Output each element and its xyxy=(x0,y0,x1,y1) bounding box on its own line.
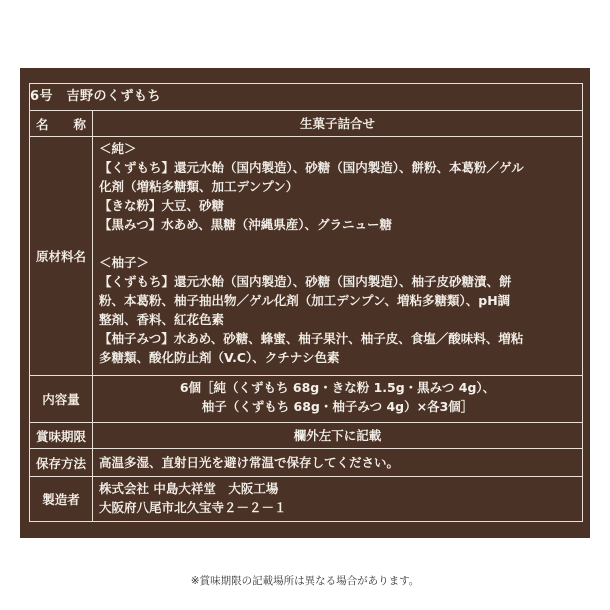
contents-label: 内容量 xyxy=(30,376,93,422)
ingredients-line: 【柚子みつ】水あめ、砂糖、蜂蜜、柚子果汁、柚子皮、食塩／酸味料、増粘 xyxy=(99,331,524,346)
maker-line: 大阪府八尾市北久宝寺２－２－１ xyxy=(99,500,287,515)
ingredients-line: 【きな粉】大豆、砂糖 xyxy=(99,198,225,213)
ingredients-line: 【くずもち】還元水飴（国内製造）、砂糖（国内製造）、餅粉、本葛粉／ゲル xyxy=(99,160,524,175)
storage-row xyxy=(30,448,582,476)
ingredients-line: 【黒みつ】水あめ、黒糖（沖縄県産）、グラニュー糖 xyxy=(99,217,393,232)
ingredients-label: 原材料名 xyxy=(30,137,93,375)
ingredients-line: 粉、本葛粉、柚子抽出物／ゲル化剤（加工デンプン、増粘多糖類）、pH調 xyxy=(99,293,511,308)
expiry-label: 賞味期限 xyxy=(30,423,93,448)
storage-value: 高温多湿、直射日光を避け常温で保存してください。 xyxy=(99,455,400,470)
ingredients-line: 【くずもち】還元水飴（国内製造）、砂糖（国内製造）、柚子皮砂糖漬、餅 xyxy=(99,274,512,289)
maker-row xyxy=(30,476,582,521)
ingredients-line: 化剤（増粘多糖類、加工デンプン） xyxy=(99,179,299,194)
ingredients-row xyxy=(30,136,582,375)
product-title: 6号 吉野のくずもち xyxy=(30,89,162,104)
product-title-row xyxy=(30,84,582,110)
contents-line: 柚子（くずもち 68g・柚子みつ 4g）×各3個］ xyxy=(201,399,474,414)
maker-value xyxy=(93,477,582,521)
name-row xyxy=(30,110,582,136)
contents-line: 6個［純（くずもち 68g・きな粉 1.5g・黒みつ 4g）、 xyxy=(179,380,496,395)
ingredients-line: ＜純＞ xyxy=(99,141,137,156)
storage-label: 保存方法 xyxy=(30,449,93,476)
contents-row xyxy=(30,375,582,422)
product-info-table xyxy=(29,83,583,522)
ingredients-line: 整剤、香料、紅花色素 xyxy=(99,312,225,327)
ingredients-line: 多糖類、酸化防止剤（V.C）、クチナシ色素 xyxy=(99,350,340,365)
ingredients-value xyxy=(93,137,582,375)
maker-label: 製造者 xyxy=(30,477,93,521)
maker-line: 株式会社 中島大祥堂 大阪工場 xyxy=(99,481,279,496)
ingredients-spacer xyxy=(99,234,576,253)
expiry-row xyxy=(30,422,582,448)
name-label: 名 称 xyxy=(30,111,93,136)
name-value: 生菓子詰合せ xyxy=(299,116,375,131)
contents-value xyxy=(93,376,582,422)
ingredients-line: ＜柚子＞ xyxy=(99,255,150,270)
label-panel xyxy=(20,68,590,538)
footnote: ※賞味期限の記載場所は異なる場合があります。 xyxy=(190,575,420,587)
expiry-value: 欄外左下に記載 xyxy=(293,428,382,443)
